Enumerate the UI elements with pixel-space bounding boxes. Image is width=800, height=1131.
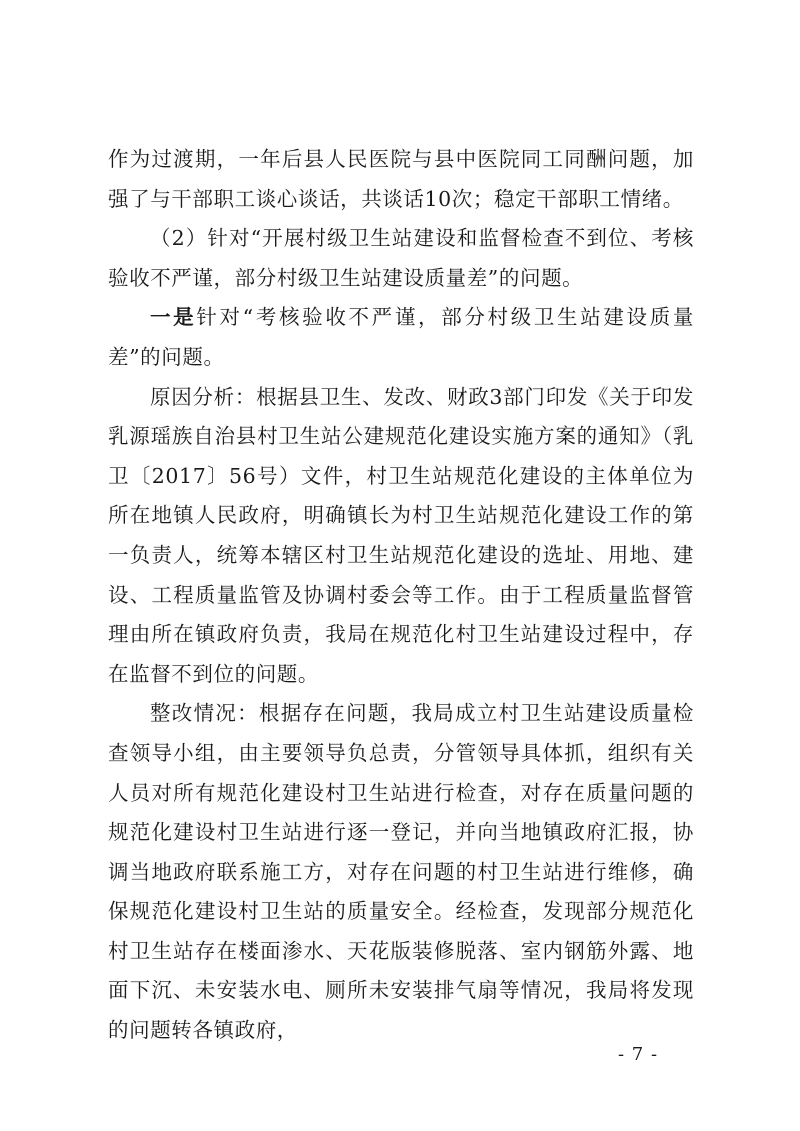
bold-lead: 一是	[150, 305, 197, 330]
page-number: - 7 -	[618, 1044, 659, 1065]
paragraph-rectification	[108, 694, 694, 1050]
paragraph-cause-analysis	[108, 378, 694, 695]
paragraph-text: 原因分析：根据县卫生、发改、财政3部门印发《关于印发乳源瑶族自治县村卫生站公建规范化建设实施方案的通知》（乳卫〔2017〕56号）文件，村卫生站规范化建设的主体单位为所在地镇人民政府，明确镇长为村卫生站规范化建设工作的第一负责人，统筹本辖区村卫生站规范化建设的选址、用地、建设、工程质量监管及协调村委会等工作。由于工程质量监督管理由所在镇政府负责，我局在规范化村卫生站建设过程中，存在监督不到位的问题。	[108, 384, 694, 686]
paragraph-text: 作为过渡期，一年后县人民医院与县中医院同工同酬问题，加强了与干部职工谈心谈话，共谈话10次；稳定干部职工情绪。	[108, 147, 694, 211]
paragraph-text: 针对“考核验收不严谨，部分村级卫生站建设质量差”的问题。	[108, 305, 694, 369]
paragraph-item-2	[108, 219, 694, 298]
paragraph-continuation	[108, 140, 694, 219]
body-text	[108, 140, 694, 1051]
paragraph-text: （2）针对“开展村级卫生站建设和监督检查不到位、考核验收不严谨，部分村级卫生站建设质量差”的问题。	[108, 226, 694, 290]
paragraph-text: 整改情况：根据存在问题，我局成立村卫生站建设质量检查领导小组，由主要领导负总责，分管领导具体抓，组织有关人员对所有规范化建设村卫生站进行检查，对存在质量问题的规范化建设村卫生站进行逐一登记，并向当地镇政府汇报，协调当地政府联系施工方，对存在问题的村卫生站进行维修，确保规范化建设村卫生站的质量安全。经检查，发现部分规范化村卫生站存在楼面渗水、天花版装修脱落、室内钢筋外露、地面下沉、未安装水电、厕所未安装排气扇等情况，我局将发现的问题转各镇政府，	[108, 701, 694, 1043]
paragraph-first-point	[108, 298, 694, 377]
